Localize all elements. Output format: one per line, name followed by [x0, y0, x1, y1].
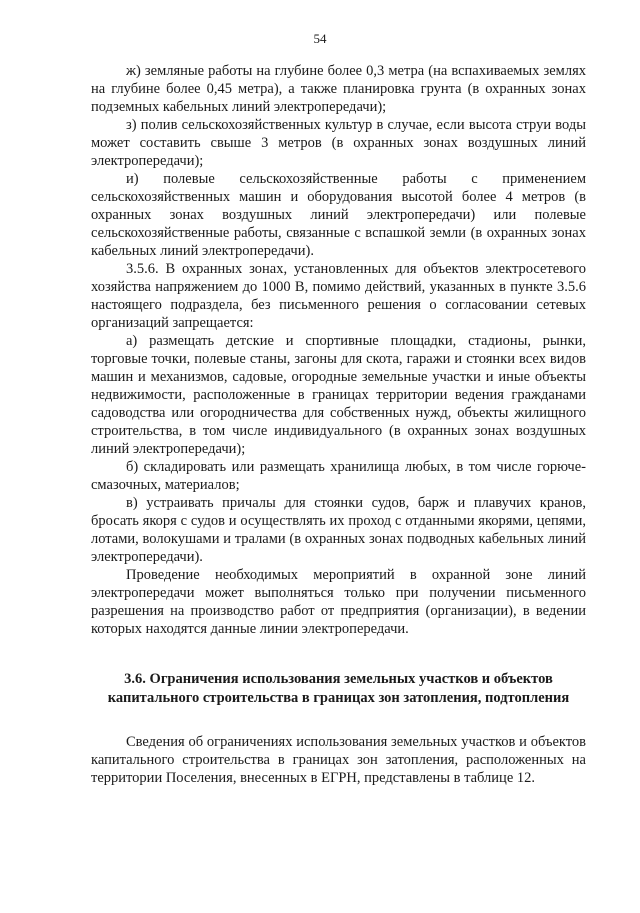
paragraph-zh: ж) земляные работы на глубине более 0,3 метра (на вспахиваемых землях на глубине более 0,45 метра), а также планировка грунта (в охранных зонах подземных кабельных линий электропередачи);: [91, 63, 586, 115]
paragraph-v: в) устраивать причалы для стоянки судов, барж и плавучих кранов, бросать якоря с судов и осуществлять их проход с отданными якорями, цепями, лотами, волокушами и тралами (в охранных зонах подводных кабельных линий электропередачи).: [91, 495, 586, 565]
paragraph-i: и) полевые сельскохозяйственные работы с применением сельскохозяйственных машин и оборудования высотой более 4 метров (в охранных зонах воздушных линий электропередачи) или полевые сельскохозяйственные работы, связанные с вспашкой земли (в охранных зонах кабельных линий электропередачи).: [91, 171, 586, 259]
document-body: [91, 62, 586, 787]
paragraph-3-5-6: 3.5.6. В охранных зонах, установленных для объектов электросетевого хозяйства напряжением до 1000 В, помимо действий, указанных в пункте 3.5.6 настоящего подраздела, без письменного решения о согласовании сетевых организаций запрещается:: [91, 261, 586, 331]
section-heading: 3.6. Ограничения использования земельных участков и объектов капитального строительства в границах зон затопления, подтопления: [107, 671, 570, 706]
page-number: 54: [313, 31, 327, 46]
paragraph-b: б) складировать или размещать хранилища любых, в том числе горюче-смазочных, материалов;: [91, 459, 586, 493]
closing-paragraph: Сведения об ограничениях использования земельных участков и объектов капитального строительства в границах зон затопления, расположенных на территории Поселения, внесенных в ЕГРН, представлены в таблице 12.: [91, 734, 586, 786]
paragraph-z: з) полив сельскохозяйственных культур в случае, если высота струи воды может составить свыше 3 метров (в охранных зонах воздушных линий электропередачи);: [91, 117, 586, 169]
paragraph-measures: Проведение необходимых мероприятий в охранной зоне линий электропередачи может выполняться только при получении письменного разрешения на производство работ от предприятия (организации), в ведении которых находятся данные линии электропередачи.: [91, 567, 586, 637]
paragraph-a: а) размещать детские и спортивные площадки, стадионы, рынки, торговые точки, полевые станы, загоны для скота, гаражи и стоянки всех видов машин и механизмов, садовые, огородные земельные участки и иные объекты недвижимости, расположенные в границах территории ведения гражданами садоводства или огородничества для собственных нужд, объекты жилищного строительства, в том числе индивидуального (в охранных зонах воздушных линий электропередачи);: [91, 333, 586, 457]
